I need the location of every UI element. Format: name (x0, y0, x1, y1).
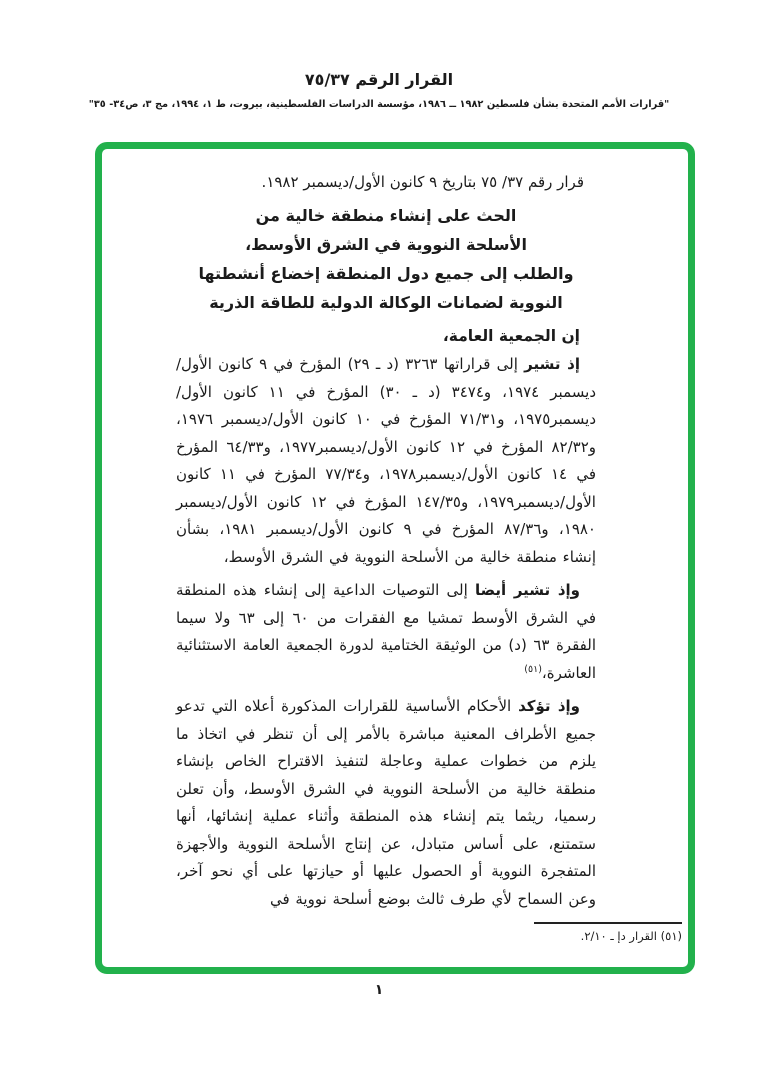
resolution-title-block (176, 201, 596, 317)
resolution-title-line: والطلب إلى جميع دول المنطقة إخضاع أنشطتها (198, 264, 574, 283)
paragraph-recalling (176, 351, 596, 571)
footnote-block (452, 922, 682, 943)
opening-phrase: إن الجمعية العامة، (442, 327, 580, 345)
source-citation: "قرارات الأمم المتحدة بشأن فلسطين ١٩٨٢ ــ ١٩٨٦، مؤسسة الدراسات الفلسطينية، بيروت، ط ١، ١٩٩٤، مج ٣، ص٣٤- ٣٥" (88, 99, 670, 110)
document-frame (95, 142, 695, 974)
page-number: ١ (374, 982, 384, 998)
paragraph-recalling-also (176, 577, 596, 687)
paragraph-lead: وإذ تؤكد (518, 697, 581, 715)
paragraph-text: إلى قراراتها ٣٢٦٣ (د ـ ٢٩) المؤرخ في ٩ كانون الأول/ديسمبر ١٩٧٤، و٣٤٧٤ (د ـ ٣٠) المؤرخ في ١١ كانون الأول/ديسمبر١٩٧٥، و٧١/٣١ المؤرخ في ١٠ كانون الأول/ديسمبر ١٩٧٦، و٨٢/٣٢ المؤرخ في ١٢ كانون الأول/ديسمبر١٩٧٧، و٦٤/٣٣ المؤرخ في ١٤ كانون الأول/ديسمبر١٩٧٨، و٧٧/٣٤ المؤرخ في ١١ كانون الأول/ديسمبر١٩٧٩، و١٤٧/٣٥ المؤرخ في ١٢ كانون الأول/ديسمبر ١٩٨٠، و٨٧/٣٦ المؤرخ في ٩ كانون الأول/ديسمبر ١٩٨١، بشأن إنشاء منطقة خالية من الأسلحة النووية في الشرق الأوسط، (176, 355, 597, 566)
paragraph-affirming (176, 693, 596, 913)
document-body (102, 149, 688, 967)
footnote-text: (٥١) القرار دإ ـ ٢/١٠. (580, 929, 682, 943)
paragraph-lead: وإذ تشير أيضا (474, 581, 580, 599)
paragraph-text: الأحكام الأساسية للقرارات المذكورة أعلاه التي تدعو جميع الأطراف المعنية مباشرة بالأمر إلى أن تنظر في اتخاذ ما يلزم من خطوات عملية وعاجلة لتنفيذ الاقتراح الخاص بإنشاء منطقة خالية من الأسلحة النووية في الشرق الأوسط، وأن تعلن رسميا، ريثما يتم إنشاء هذه المنطقة وأثناء عملية إنشائها، أنها ستمتنع، على أساس متبادل، عن إنتاج الأسلحة النووية والأجهزة المتفجرة النووية أو الحصول عليها أو حيازتها على أي نحو آخر، وعن السماح لأي طرف ثالث بوضع أسلحة نووية في (176, 697, 596, 908)
resolution-title-line: النووية لضمانات الوكالة الدولية للطاقة الذرية (209, 293, 563, 312)
paragraph-lead: إذ تشير (524, 355, 581, 373)
page-title: القرار الرقم ٧٥/٣٧ (304, 70, 454, 89)
resolution-intro-line: قرار رقم ٣٧/ ٧٥ بتاريخ ٩ كانون الأول/ديسمبر ١٩٨٢. (261, 173, 584, 191)
footnote-reference: (٥١) (524, 663, 542, 675)
resolution-title-line: الحث على إنشاء منطقة خالية من (255, 206, 517, 225)
paragraph-text: إلى التوصيات الداعية إلى إنشاء هذه المنطقة في الشرق الأوسط تمشيا مع الفقرات من ٦٠ إلى ٦٣ ولا سيما الفقرة ٦٣ (د) من الوثيقة الختامية لدورة الجمعية العامة الاستثنائية العاشرة، (176, 581, 596, 682)
footnote-separator-rule (534, 922, 682, 924)
resolution-title-line: الأسلحة النووية في الشرق الأوسط، (245, 235, 527, 254)
